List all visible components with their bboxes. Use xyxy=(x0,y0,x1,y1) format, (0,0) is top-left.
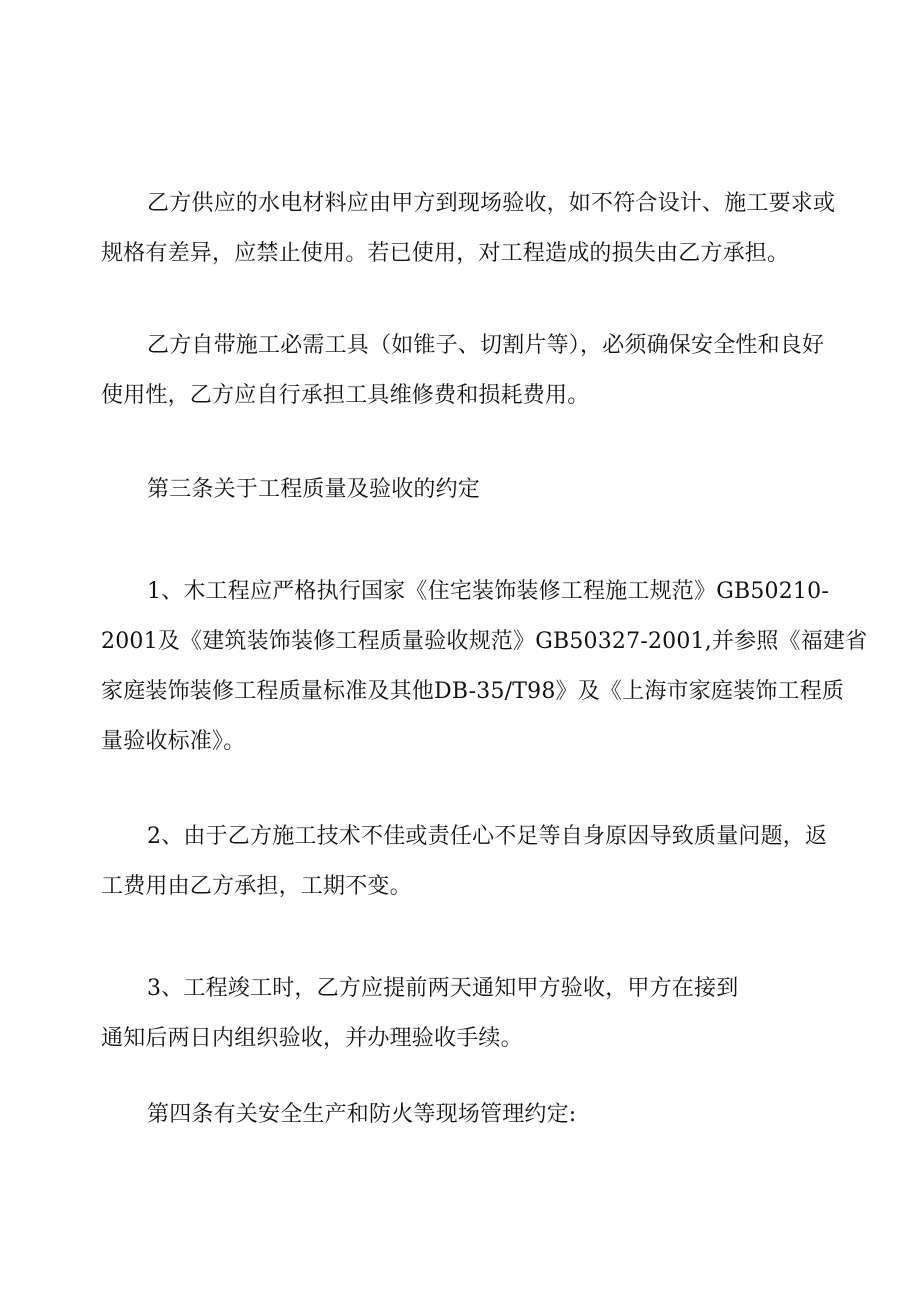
text-line: 家庭装饰装修工程质量标准及其他DB-35/T98》及《上海市家庭装饰工程质 xyxy=(101,679,845,704)
paragraph-rework-cost xyxy=(101,812,831,912)
text-line: 1、木工程应严格执行国家《住宅装饰装修工程施工规范》GB50210- xyxy=(147,579,829,604)
paragraph-material-acceptance xyxy=(101,179,836,279)
section-heading-article-3 xyxy=(101,465,831,515)
section-heading-article-4 xyxy=(101,1090,831,1140)
text-line: 2、由于乙方施工技术不佳或责任心不足等自身原因导致质量问题，返 xyxy=(147,824,828,849)
paragraph-tools xyxy=(101,321,831,421)
paragraph-completion-acceptance xyxy=(101,964,831,1064)
text-line: 使用性，乙方应自行承担工具维修费和损耗费用。 xyxy=(101,383,590,408)
paragraph-quality-standards xyxy=(101,567,868,767)
text-line: 规格有差异，应禁止使用。若已使用，对工程造成的损失由乙方承担。 xyxy=(101,241,790,266)
heading-text: 第三条关于工程质量及验收的约定 xyxy=(147,477,481,502)
text-line: 量验收标准》。 xyxy=(101,729,246,754)
text-line: 乙方自带施工必需工具（如锥子、切割片等），必须确保安全性和良好 xyxy=(147,333,825,358)
text-line: 3、工程竣工时，乙方应提前两天通知甲方验收，甲方在接到 xyxy=(147,976,739,1001)
heading-text: 第四条有关安全生产和防火等现场管理约定: xyxy=(147,1102,577,1127)
text-line: 2001及《建筑装饰装修工程质量验收规范》GB50327-2001,并参照《福建省 xyxy=(101,629,868,654)
text-line: 工费用由乙方承担，工期不变。 xyxy=(101,874,412,899)
text-line: 乙方供应的水电材料应由甲方到现场验收，如不符合设计、施工要求或 xyxy=(147,191,836,216)
text-line: 通知后两日内组织验收，并办理验收手续。 xyxy=(101,1026,523,1051)
